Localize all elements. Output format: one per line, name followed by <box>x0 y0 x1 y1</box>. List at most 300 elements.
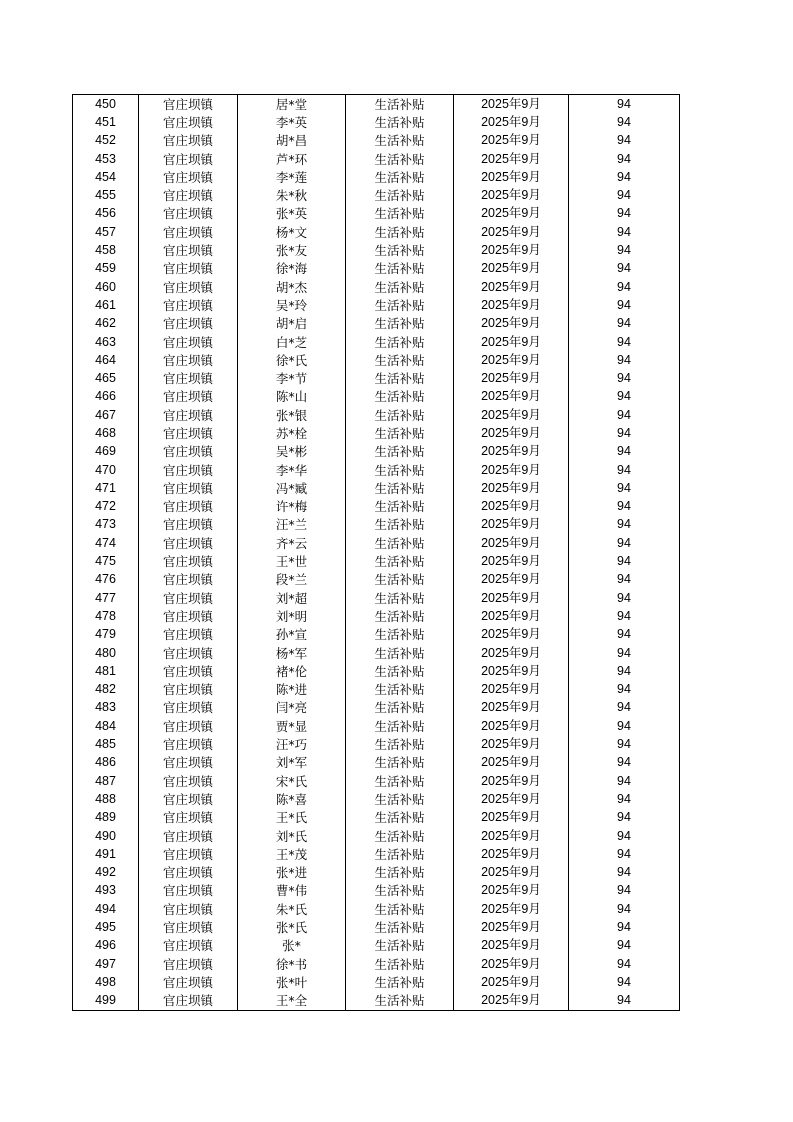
amount-cell: 94 <box>569 424 680 442</box>
name-cell: 胡*杰 <box>238 278 346 296</box>
table-row <box>73 607 680 625</box>
amount-cell: 94 <box>569 443 680 461</box>
amount-cell: 94 <box>569 260 680 278</box>
name-cell: 李*英 <box>238 113 346 131</box>
subsidy-type-cell: 生活补贴 <box>346 406 454 424</box>
town-cell: 官庄坝镇 <box>139 315 238 333</box>
name-cell: 贾*显 <box>238 717 346 735</box>
name-cell: 胡*昌 <box>238 132 346 150</box>
name-cell: 李*华 <box>238 461 346 479</box>
name-cell: 陈*进 <box>238 681 346 699</box>
subsidy-type-cell: 生活补贴 <box>346 205 454 223</box>
subsidy-type-cell: 生活补贴 <box>346 516 454 534</box>
subsidy-type-cell: 生活补贴 <box>346 241 454 259</box>
row-number-cell: 495 <box>73 918 139 936</box>
name-cell: 王*氏 <box>238 809 346 827</box>
period-cell: 2025年9月 <box>454 534 569 552</box>
row-number-cell: 457 <box>73 223 139 241</box>
period-cell: 2025年9月 <box>454 809 569 827</box>
subsidy-type-cell: 生活补贴 <box>346 479 454 497</box>
amount-cell: 94 <box>569 845 680 863</box>
subsidy-type-cell: 生活补贴 <box>346 992 454 1011</box>
town-cell: 官庄坝镇 <box>139 369 238 387</box>
table-row <box>73 113 680 131</box>
row-number-cell: 496 <box>73 937 139 955</box>
town-cell: 官庄坝镇 <box>139 479 238 497</box>
amount-cell: 94 <box>569 498 680 516</box>
period-cell: 2025年9月 <box>454 516 569 534</box>
row-number-cell: 480 <box>73 644 139 662</box>
name-cell: 张*叶 <box>238 973 346 991</box>
name-cell: 张*氏 <box>238 918 346 936</box>
amount-cell: 94 <box>569 95 680 114</box>
period-cell: 2025年9月 <box>454 754 569 772</box>
table-row <box>73 900 680 918</box>
row-number-cell: 484 <box>73 717 139 735</box>
period-cell: 2025年9月 <box>454 260 569 278</box>
row-number-cell: 465 <box>73 369 139 387</box>
amount-cell: 94 <box>569 772 680 790</box>
amount-cell: 94 <box>569 735 680 753</box>
table-row <box>73 772 680 790</box>
town-cell: 官庄坝镇 <box>139 699 238 717</box>
subsidy-type-cell: 生活补贴 <box>346 571 454 589</box>
amount-cell: 94 <box>569 699 680 717</box>
amount-cell: 94 <box>569 790 680 808</box>
amount-cell: 94 <box>569 296 680 314</box>
row-number-cell: 481 <box>73 662 139 680</box>
amount-cell: 94 <box>569 406 680 424</box>
subsidy-type-cell: 生活补贴 <box>346 918 454 936</box>
amount-cell: 94 <box>569 278 680 296</box>
row-number-cell: 494 <box>73 900 139 918</box>
name-cell: 汪*兰 <box>238 516 346 534</box>
period-cell: 2025年9月 <box>454 717 569 735</box>
period-cell: 2025年9月 <box>454 95 569 114</box>
period-cell: 2025年9月 <box>454 863 569 881</box>
row-number-cell: 490 <box>73 827 139 845</box>
name-cell: 居*堂 <box>238 95 346 114</box>
town-cell: 官庄坝镇 <box>139 882 238 900</box>
table-row <box>73 552 680 570</box>
name-cell: 陈*山 <box>238 388 346 406</box>
subsidy-type-cell: 生活补贴 <box>346 809 454 827</box>
subsidy-type-cell: 生活补贴 <box>346 150 454 168</box>
period-cell: 2025年9月 <box>454 479 569 497</box>
amount-cell: 94 <box>569 534 680 552</box>
town-cell: 官庄坝镇 <box>139 95 238 114</box>
subsidy-type-cell: 生活补贴 <box>346 717 454 735</box>
subsidy-type-cell: 生活补贴 <box>346 424 454 442</box>
period-cell: 2025年9月 <box>454 955 569 973</box>
period-cell: 2025年9月 <box>454 937 569 955</box>
table-row <box>73 95 680 114</box>
amount-cell: 94 <box>569 662 680 680</box>
table-row <box>73 186 680 204</box>
row-number-cell: 488 <box>73 790 139 808</box>
subsidy-type-cell: 生活补贴 <box>346 662 454 680</box>
period-cell: 2025年9月 <box>454 845 569 863</box>
subsidy-type-cell: 生活补贴 <box>346 315 454 333</box>
town-cell: 官庄坝镇 <box>139 754 238 772</box>
row-number-cell: 487 <box>73 772 139 790</box>
amount-cell: 94 <box>569 717 680 735</box>
amount-cell: 94 <box>569 827 680 845</box>
subsidy-type-cell: 生活补贴 <box>346 498 454 516</box>
period-cell: 2025年9月 <box>454 735 569 753</box>
subsidy-type-cell: 生活补贴 <box>346 626 454 644</box>
town-cell: 官庄坝镇 <box>139 424 238 442</box>
row-number-cell: 458 <box>73 241 139 259</box>
row-number-cell: 478 <box>73 607 139 625</box>
period-cell: 2025年9月 <box>454 626 569 644</box>
amount-cell: 94 <box>569 113 680 131</box>
subsidy-type-cell: 生活补贴 <box>346 552 454 570</box>
row-number-cell: 451 <box>73 113 139 131</box>
town-cell: 官庄坝镇 <box>139 150 238 168</box>
amount-cell: 94 <box>569 150 680 168</box>
amount-cell: 94 <box>569 479 680 497</box>
town-cell: 官庄坝镇 <box>139 552 238 570</box>
town-cell: 官庄坝镇 <box>139 955 238 973</box>
amount-cell: 94 <box>569 754 680 772</box>
row-number-cell: 483 <box>73 699 139 717</box>
subsidy-type-cell: 生活补贴 <box>346 296 454 314</box>
name-cell: 张*银 <box>238 406 346 424</box>
name-cell: 宋*氏 <box>238 772 346 790</box>
town-cell: 官庄坝镇 <box>139 937 238 955</box>
town-cell: 官庄坝镇 <box>139 681 238 699</box>
row-number-cell: 499 <box>73 992 139 1011</box>
row-number-cell: 482 <box>73 681 139 699</box>
table-row <box>73 735 680 753</box>
period-cell: 2025年9月 <box>454 315 569 333</box>
amount-cell: 94 <box>569 863 680 881</box>
amount-cell: 94 <box>569 992 680 1011</box>
name-cell: 徐*海 <box>238 260 346 278</box>
town-cell: 官庄坝镇 <box>139 296 238 314</box>
table-row <box>73 973 680 991</box>
town-cell: 官庄坝镇 <box>139 406 238 424</box>
table-row <box>73 278 680 296</box>
subsidy-type-cell: 生活补贴 <box>346 260 454 278</box>
period-cell: 2025年9月 <box>454 296 569 314</box>
town-cell: 官庄坝镇 <box>139 717 238 735</box>
name-cell: 段*兰 <box>238 571 346 589</box>
name-cell: 李*节 <box>238 369 346 387</box>
town-cell: 官庄坝镇 <box>139 589 238 607</box>
town-cell: 官庄坝镇 <box>139 223 238 241</box>
table-row <box>73 717 680 735</box>
town-cell: 官庄坝镇 <box>139 845 238 863</box>
row-number-cell: 456 <box>73 205 139 223</box>
row-number-cell: 470 <box>73 461 139 479</box>
name-cell: 王*茂 <box>238 845 346 863</box>
table-row <box>73 369 680 387</box>
amount-cell: 94 <box>569 223 680 241</box>
town-cell: 官庄坝镇 <box>139 388 238 406</box>
town-cell: 官庄坝镇 <box>139 461 238 479</box>
table-row <box>73 479 680 497</box>
town-cell: 官庄坝镇 <box>139 498 238 516</box>
period-cell: 2025年9月 <box>454 571 569 589</box>
table-row <box>73 662 680 680</box>
table-row <box>73 516 680 534</box>
town-cell: 官庄坝镇 <box>139 626 238 644</box>
town-cell: 官庄坝镇 <box>139 278 238 296</box>
name-cell: 张*进 <box>238 863 346 881</box>
name-cell: 胡*启 <box>238 315 346 333</box>
table-row <box>73 223 680 241</box>
table-row <box>73 863 680 881</box>
name-cell: 冯*臧 <box>238 479 346 497</box>
period-cell: 2025年9月 <box>454 150 569 168</box>
table-row <box>73 882 680 900</box>
name-cell: 杨*文 <box>238 223 346 241</box>
period-cell: 2025年9月 <box>454 351 569 369</box>
table-row <box>73 443 680 461</box>
period-cell: 2025年9月 <box>454 882 569 900</box>
table-row <box>73 406 680 424</box>
name-cell: 闫*亮 <box>238 699 346 717</box>
row-number-cell: 472 <box>73 498 139 516</box>
period-cell: 2025年9月 <box>454 900 569 918</box>
table-body <box>73 95 680 1011</box>
amount-cell: 94 <box>569 644 680 662</box>
town-cell: 官庄坝镇 <box>139 900 238 918</box>
amount-cell: 94 <box>569 132 680 150</box>
row-number-cell: 464 <box>73 351 139 369</box>
period-cell: 2025年9月 <box>454 205 569 223</box>
subsidy-type-cell: 生活补贴 <box>346 699 454 717</box>
name-cell: 刘*超 <box>238 589 346 607</box>
period-cell: 2025年9月 <box>454 369 569 387</box>
amount-cell: 94 <box>569 882 680 900</box>
subsidy-type-cell: 生活补贴 <box>346 827 454 845</box>
table-row <box>73 388 680 406</box>
period-cell: 2025年9月 <box>454 388 569 406</box>
name-cell: 许*梅 <box>238 498 346 516</box>
table-row <box>73 699 680 717</box>
row-number-cell: 474 <box>73 534 139 552</box>
town-cell: 官庄坝镇 <box>139 827 238 845</box>
subsidy-type-cell: 生活补贴 <box>346 589 454 607</box>
table-row <box>73 845 680 863</box>
row-number-cell: 493 <box>73 882 139 900</box>
table-row <box>73 333 680 351</box>
period-cell: 2025年9月 <box>454 113 569 131</box>
period-cell: 2025年9月 <box>454 662 569 680</box>
period-cell: 2025年9月 <box>454 333 569 351</box>
subsidy-type-cell: 生活补贴 <box>346 278 454 296</box>
name-cell: 刘*氏 <box>238 827 346 845</box>
name-cell: 张* <box>238 937 346 955</box>
town-cell: 官庄坝镇 <box>139 333 238 351</box>
town-cell: 官庄坝镇 <box>139 607 238 625</box>
name-cell: 刘*军 <box>238 754 346 772</box>
town-cell: 官庄坝镇 <box>139 205 238 223</box>
period-cell: 2025年9月 <box>454 699 569 717</box>
subsidy-type-cell: 生活补贴 <box>346 937 454 955</box>
table-row <box>73 315 680 333</box>
period-cell: 2025年9月 <box>454 973 569 991</box>
amount-cell: 94 <box>569 918 680 936</box>
period-cell: 2025年9月 <box>454 168 569 186</box>
row-number-cell: 476 <box>73 571 139 589</box>
table-row <box>73 992 680 1011</box>
town-cell: 官庄坝镇 <box>139 571 238 589</box>
amount-cell: 94 <box>569 333 680 351</box>
town-cell: 官庄坝镇 <box>139 863 238 881</box>
table-row <box>73 571 680 589</box>
table-row <box>73 150 680 168</box>
row-number-cell: 450 <box>73 95 139 114</box>
period-cell: 2025年9月 <box>454 918 569 936</box>
amount-cell: 94 <box>569 461 680 479</box>
row-number-cell: 462 <box>73 315 139 333</box>
amount-cell: 94 <box>569 552 680 570</box>
town-cell: 官庄坝镇 <box>139 790 238 808</box>
period-cell: 2025年9月 <box>454 772 569 790</box>
row-number-cell: 466 <box>73 388 139 406</box>
name-cell: 王*全 <box>238 992 346 1011</box>
town-cell: 官庄坝镇 <box>139 809 238 827</box>
row-number-cell: 452 <box>73 132 139 150</box>
row-number-cell: 498 <box>73 973 139 991</box>
table-row <box>73 205 680 223</box>
amount-cell: 94 <box>569 369 680 387</box>
subsidy-type-cell: 生活补贴 <box>346 863 454 881</box>
town-cell: 官庄坝镇 <box>139 113 238 131</box>
subsidy-type-cell: 生活补贴 <box>346 369 454 387</box>
name-cell: 朱*秋 <box>238 186 346 204</box>
period-cell: 2025年9月 <box>454 406 569 424</box>
table-row <box>73 955 680 973</box>
town-cell: 官庄坝镇 <box>139 918 238 936</box>
table-row <box>73 260 680 278</box>
table-row <box>73 754 680 772</box>
name-cell: 朱*氏 <box>238 900 346 918</box>
table-row <box>73 790 680 808</box>
subsidy-type-cell: 生活补贴 <box>346 772 454 790</box>
town-cell: 官庄坝镇 <box>139 992 238 1011</box>
row-number-cell: 489 <box>73 809 139 827</box>
town-cell: 官庄坝镇 <box>139 973 238 991</box>
name-cell: 吴*玲 <box>238 296 346 314</box>
row-number-cell: 492 <box>73 863 139 881</box>
subsidy-type-cell: 生活补贴 <box>346 754 454 772</box>
town-cell: 官庄坝镇 <box>139 644 238 662</box>
period-cell: 2025年9月 <box>454 552 569 570</box>
subsidy-type-cell: 生活补贴 <box>346 95 454 114</box>
name-cell: 刘*明 <box>238 607 346 625</box>
town-cell: 官庄坝镇 <box>139 662 238 680</box>
name-cell: 吴*彬 <box>238 443 346 461</box>
table-row <box>73 681 680 699</box>
amount-cell: 94 <box>569 626 680 644</box>
row-number-cell: 475 <box>73 552 139 570</box>
period-cell: 2025年9月 <box>454 681 569 699</box>
row-number-cell: 461 <box>73 296 139 314</box>
subsidy-type-cell: 生活补贴 <box>346 607 454 625</box>
name-cell: 齐*云 <box>238 534 346 552</box>
table-row <box>73 809 680 827</box>
name-cell: 王*世 <box>238 552 346 570</box>
town-cell: 官庄坝镇 <box>139 241 238 259</box>
row-number-cell: 471 <box>73 479 139 497</box>
row-number-cell: 485 <box>73 735 139 753</box>
subsidy-type-cell: 生活补贴 <box>346 186 454 204</box>
subsidy-type-cell: 生活补贴 <box>346 223 454 241</box>
amount-cell: 94 <box>569 516 680 534</box>
town-cell: 官庄坝镇 <box>139 132 238 150</box>
town-cell: 官庄坝镇 <box>139 735 238 753</box>
subsidy-type-cell: 生活补贴 <box>346 132 454 150</box>
row-number-cell: 454 <box>73 168 139 186</box>
period-cell: 2025年9月 <box>454 827 569 845</box>
subsidy-type-cell: 生活补贴 <box>346 113 454 131</box>
row-number-cell: 477 <box>73 589 139 607</box>
subsidy-type-cell: 生活补贴 <box>346 900 454 918</box>
period-cell: 2025年9月 <box>454 461 569 479</box>
amount-cell: 94 <box>569 168 680 186</box>
town-cell: 官庄坝镇 <box>139 772 238 790</box>
table-row <box>73 534 680 552</box>
period-cell: 2025年9月 <box>454 186 569 204</box>
name-cell: 褚*伦 <box>238 662 346 680</box>
amount-cell: 94 <box>569 607 680 625</box>
amount-cell: 94 <box>569 315 680 333</box>
amount-cell: 94 <box>569 351 680 369</box>
town-cell: 官庄坝镇 <box>139 186 238 204</box>
town-cell: 官庄坝镇 <box>139 351 238 369</box>
amount-cell: 94 <box>569 681 680 699</box>
row-number-cell: 497 <box>73 955 139 973</box>
table-row <box>73 498 680 516</box>
name-cell: 李*莲 <box>238 168 346 186</box>
subsidy-type-cell: 生活补贴 <box>346 388 454 406</box>
subsidy-type-cell: 生活补贴 <box>346 735 454 753</box>
row-number-cell: 467 <box>73 406 139 424</box>
amount-cell: 94 <box>569 205 680 223</box>
amount-cell: 94 <box>569 973 680 991</box>
town-cell: 官庄坝镇 <box>139 260 238 278</box>
row-number-cell: 459 <box>73 260 139 278</box>
table-row <box>73 132 680 150</box>
table-row <box>73 589 680 607</box>
period-cell: 2025年9月 <box>454 589 569 607</box>
subsidy-type-cell: 生活补贴 <box>346 845 454 863</box>
row-number-cell: 453 <box>73 150 139 168</box>
period-cell: 2025年9月 <box>454 223 569 241</box>
name-cell: 张*英 <box>238 205 346 223</box>
town-cell: 官庄坝镇 <box>139 534 238 552</box>
period-cell: 2025年9月 <box>454 241 569 259</box>
table-row <box>73 644 680 662</box>
period-cell: 2025年9月 <box>454 644 569 662</box>
period-cell: 2025年9月 <box>454 443 569 461</box>
period-cell: 2025年9月 <box>454 498 569 516</box>
table-row <box>73 626 680 644</box>
amount-cell: 94 <box>569 241 680 259</box>
row-number-cell: 486 <box>73 754 139 772</box>
name-cell: 白*芝 <box>238 333 346 351</box>
table-row <box>73 168 680 186</box>
table-row <box>73 296 680 314</box>
amount-cell: 94 <box>569 589 680 607</box>
name-cell: 徐*书 <box>238 955 346 973</box>
row-number-cell: 468 <box>73 424 139 442</box>
